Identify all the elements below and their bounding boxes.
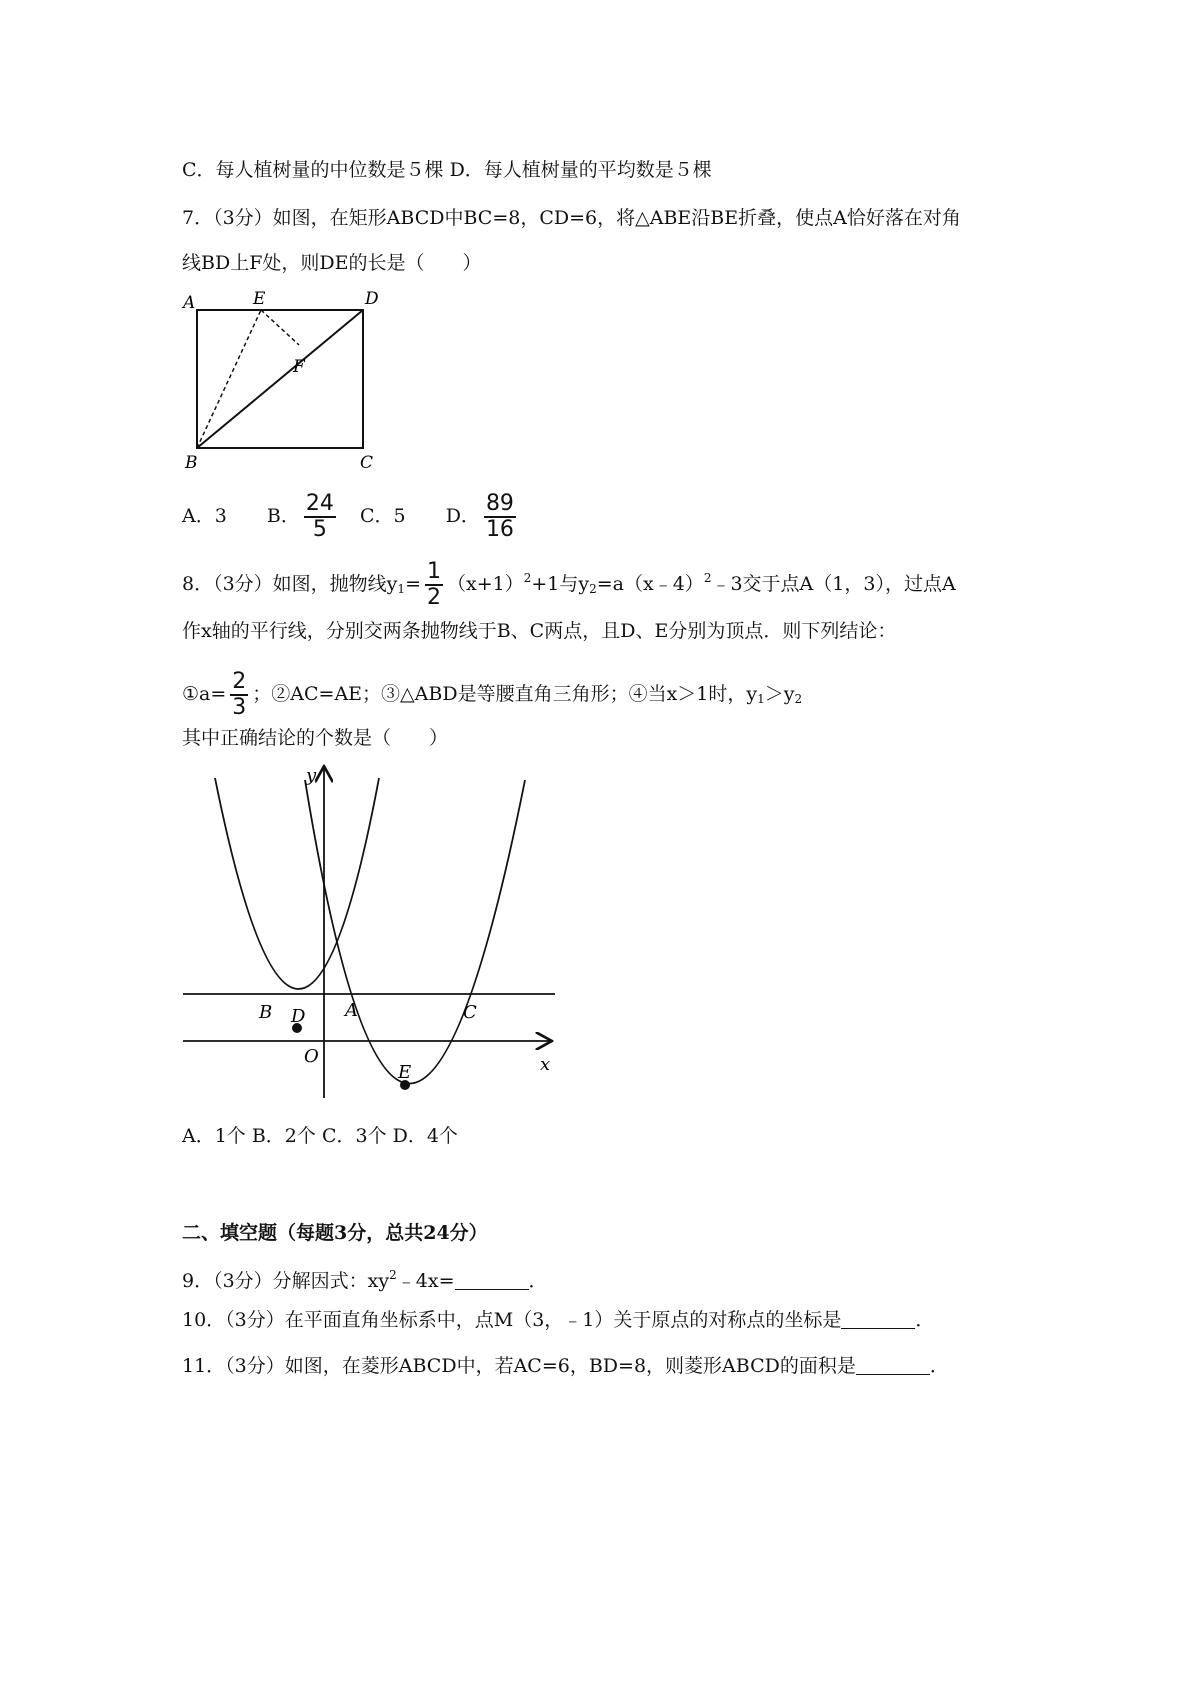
q8-label-A: A (345, 1000, 358, 1021)
q8-fraction-two-thirds: $\frac{2}{3}$ (232, 669, 247, 720)
q8-parabola-figure (175, 760, 575, 1105)
q8-label-x: x (540, 1054, 551, 1075)
q7-stem-line1: 7．（3分）如图，在矩形ABCD中BC=8，CD=6，将△ABE沿BE折叠，使点A恰好落在对角 (182, 207, 961, 229)
q8-options: A．1个 B．2个 C．3个 D．4个 (182, 1125, 458, 1147)
q7-option-a: A．3 (182, 505, 227, 527)
q7-option-d-fraction: $\frac{89}{16}$ (485, 491, 514, 542)
q10-question: 10．（3分）在平面直角坐标系中，点M（3，﹣1）关于原点的对称点的坐标是 ． (182, 1309, 935, 1331)
q10-answer-blank[interactable] (841, 1310, 915, 1329)
q6-options-cd: C．每人植树量的中位数是５棵 D．每人植树量的平均数是５棵 (182, 159, 712, 181)
q11-answer-blank[interactable] (856, 1356, 930, 1375)
q8-stem-line1: 8．（3分）如图，抛物线$y_1=$ $\frac{1}{2}$ $(x+1)^2+1$与$y_2=a(x﹣4)^2﹣3$交于点A（1，3），过点A (182, 559, 956, 610)
q7-option-b-prefix: B． (266, 505, 300, 527)
q7-option-d-prefix: D． (445, 505, 480, 527)
q8-label-E: E (398, 1062, 412, 1083)
q8-question: 其中正确结论的个数是（ ） (182, 727, 449, 749)
q8-label-y: y (306, 765, 317, 786)
q8-label-D: D (291, 1006, 306, 1027)
q7-label-C: C (360, 453, 374, 473)
q8-conclusions: ①a= $\frac{2}{3}$ ；②AC=AE；③△ABD是等腰直角三角形；④当x＞1时，$y_1>y_2$ (182, 669, 803, 720)
q8-fraction-half: $\frac{1}{2}$ (426, 559, 441, 610)
q7-label-F: F (293, 357, 305, 377)
q7-label-D: D (365, 290, 379, 309)
q7-label-A: A (183, 293, 196, 313)
q8-stem-line2: 作x轴的平行线，分别交两条抛物线于B、C两点，且D、E分别为顶点．则下列结论： (182, 620, 897, 642)
q7-options (182, 492, 520, 542)
q8-label-C: C (463, 1002, 477, 1023)
section-title: 二、填空题（每题3分，总共24分） (182, 1222, 488, 1244)
q8-label-O: O (304, 1046, 319, 1067)
q7-option-c: C．5 (359, 505, 406, 527)
q7-label-B: B (185, 453, 198, 473)
q7-option-b-fraction: $\frac{24}{5}$ (305, 491, 334, 542)
q7-label-E: E (253, 290, 266, 309)
q9-question: 9．（3分）分解因式：$xy^2﹣4x=$ ． (182, 1268, 548, 1292)
q8-label-B: B (259, 1002, 273, 1023)
q11-question: 11．（3分）如图，在菱形ABCD中，若AC=6，BD=8，则菱形ABCD的面积是 ． (182, 1355, 949, 1377)
q7-stem-line2: 线BD上F处，则DE的长是（ ） (182, 252, 482, 274)
q7-rectangle-figure (175, 290, 395, 480)
q9-answer-blank[interactable] (455, 1271, 529, 1290)
